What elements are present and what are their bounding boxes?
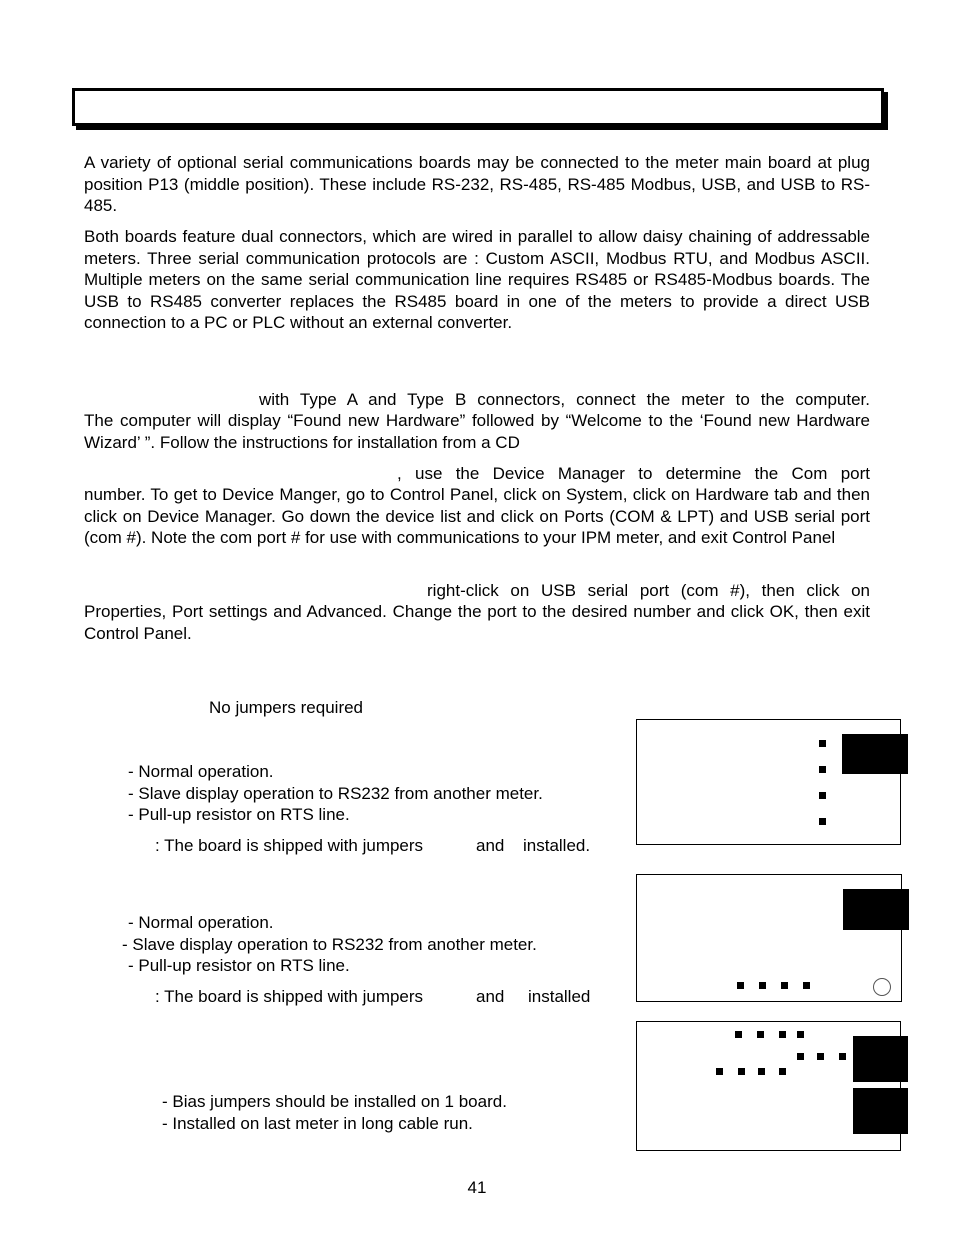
jumper-pin bbox=[803, 982, 810, 989]
jumper-pin bbox=[758, 1068, 765, 1075]
usb-step2-first-line: , use the Device Manager to determine the Com port bbox=[397, 464, 870, 483]
usb-step3-first-line: right-click on USB serial port (com #), then click on bbox=[427, 581, 870, 600]
jumper-pin bbox=[716, 1068, 723, 1075]
connector-block bbox=[843, 889, 909, 930]
termination-text: - Installed on last meter in long cable run. bbox=[162, 1114, 473, 1133]
jumper-pin bbox=[819, 766, 826, 773]
jumper-pin bbox=[781, 982, 788, 989]
jumper-pin bbox=[797, 1031, 804, 1038]
jumper-pin bbox=[819, 740, 826, 747]
rs485-normal-text: - Normal operation. bbox=[128, 913, 274, 932]
jumper-diagram-3 bbox=[636, 1021, 901, 1151]
intro-paragraph-2: Both boards feature dual connectors, which are wired in parallel to allow daisy chaining of addressable meters. Three serial communication protocols are : Custom ASCII, Modbus RTU, and Modbus ASCII. Multiple meters on the same serial communication line requires RS485 or RS485-Modbus boards. The USB to RS485 converter replaces the RS485 board in one of the meters to provide a direct USB connection to a PC or PLC without an external converter. bbox=[84, 227, 870, 332]
rs232-normal-text: - Normal operation. bbox=[128, 762, 274, 781]
jumper-pin bbox=[759, 982, 766, 989]
rs485-installed-text: installed bbox=[528, 987, 591, 1006]
no-jumpers-text: No jumpers required bbox=[209, 698, 364, 717]
usb-step1-text: The computer will display “Found new Hardware” followed by “Welcome to the ‘Found new Hardware Wizard’ ”. Follow the instructions for installation from a CD bbox=[84, 411, 870, 452]
usb-step3-text: Properties, Port settings and Advanced. Change the port to the desired number and click OK, then exit Control Panel. bbox=[84, 602, 870, 643]
jumper-pin bbox=[779, 1068, 786, 1075]
page-number: 41 bbox=[467, 1178, 487, 1197]
jumper-pin bbox=[737, 982, 744, 989]
connector-block bbox=[842, 734, 908, 774]
jumper-pin bbox=[817, 1053, 824, 1060]
rs485-pullup-text: - Pull-up resistor on RTS line. bbox=[128, 956, 350, 975]
rs232-ship-text: : The board is shipped with jumpers bbox=[155, 836, 424, 855]
jumper-pin bbox=[757, 1031, 764, 1038]
jumper-pin bbox=[819, 818, 826, 825]
connector-block bbox=[853, 1036, 908, 1082]
intro-paragraph-1: A variety of optional serial communications boards may be connected to the meter main board at plug position P13 (middle position). These include RS-232, RS-485, RS-485 Modbus, USB, and USB to RS-485. bbox=[84, 153, 870, 215]
jumper-pin bbox=[797, 1053, 804, 1060]
connector-block bbox=[853, 1088, 908, 1134]
usb-step1-first-line: with Type A and Type B connectors, connect the meter to the computer. bbox=[259, 390, 870, 409]
jumper-pin bbox=[819, 792, 826, 799]
rs232-pullup-text: - Pull-up resistor on RTS line. bbox=[128, 805, 350, 824]
usb-step2-text: number. To get to Device Manger, go to Control Panel, click on System, click on Hardware tab and then click on Device Manager. Go down the device list and click on Ports (COM & LPT) and USB serial port (com #). Note the com port # for use with communications to your IPM meter, and exit Control Panel bbox=[84, 485, 870, 547]
rs232-slave-text: - Slave display operation to RS232 from another meter. bbox=[128, 784, 543, 803]
jumper-pin bbox=[779, 1031, 786, 1038]
rs485-and-text: and bbox=[476, 987, 505, 1006]
rs232-and-text: and bbox=[476, 836, 505, 855]
rs232-installed-text: installed. bbox=[523, 836, 591, 855]
jumper-diagram-1 bbox=[636, 719, 901, 845]
jumper-diagram-2 bbox=[636, 874, 902, 1002]
jumper-pin bbox=[839, 1053, 846, 1060]
mounting-hole bbox=[873, 978, 891, 996]
rs485-ship-text: : The board is shipped with jumpers bbox=[155, 987, 424, 1006]
section-title-box bbox=[72, 88, 884, 126]
jumper-pin bbox=[735, 1031, 742, 1038]
jumper-pin bbox=[738, 1068, 745, 1075]
bias-jumpers-text: - Bias jumpers should be installed on 1 board. bbox=[162, 1092, 507, 1111]
rs485-slave-text: - Slave display operation to RS232 from another meter. bbox=[122, 935, 537, 954]
